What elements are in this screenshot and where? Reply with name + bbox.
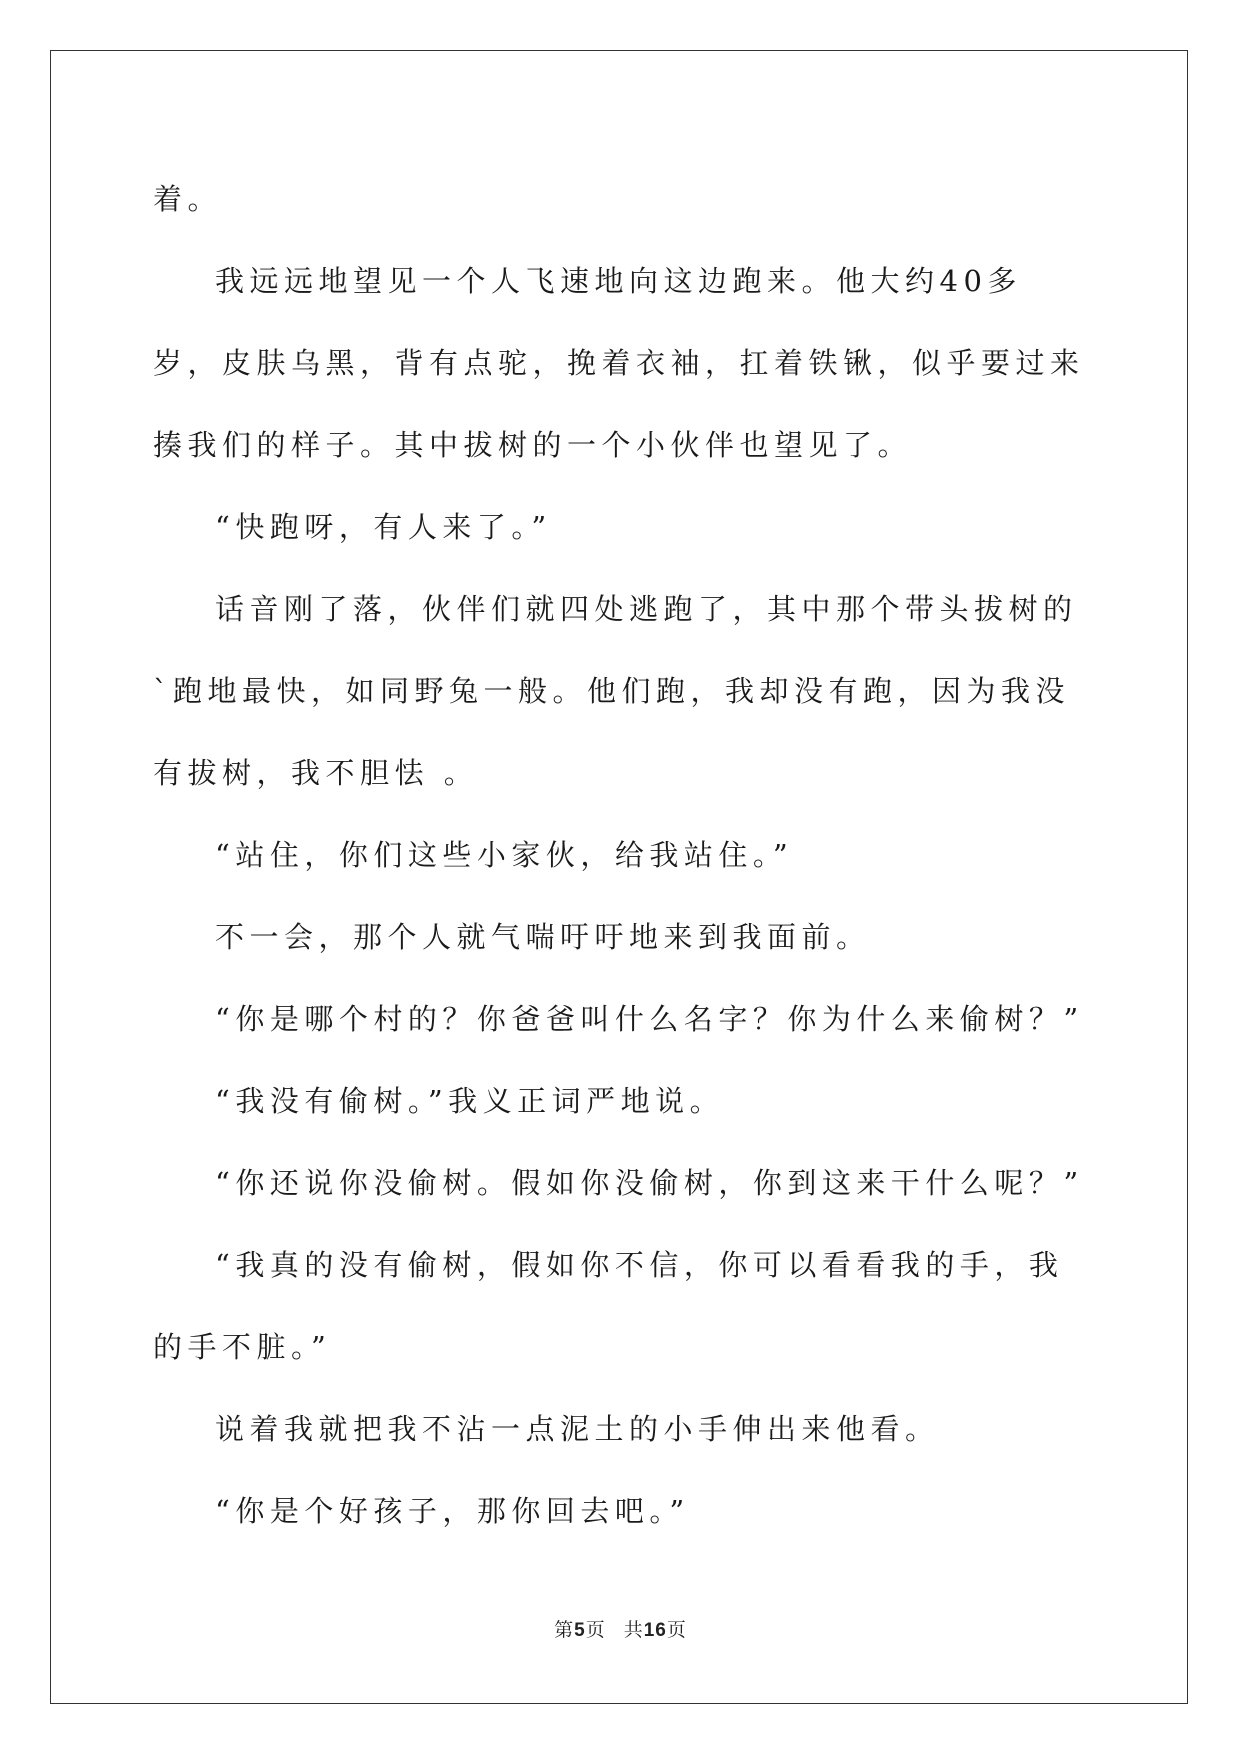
total-prefix: 共 bbox=[623, 1619, 644, 1641]
paragraph-10: “我真的没有偷树，假如你不信，你可以看看我的手，我的手不脏。” bbox=[153, 1248, 1064, 1364]
paragraph-4: 话音刚了落，伙伴们就四处逃跑了，其中那个带头拔树的`跑地最快，如同野兔一般。他们跑，我却没有跑，因为我没有拔树，我不胆怯 。 bbox=[153, 592, 1078, 790]
page-number: 5 bbox=[574, 1620, 586, 1641]
paragraph-8: “我没有偷树。”我义正词严地说。 bbox=[215, 1084, 725, 1118]
paragraph-3: “快跑呀，有人来了。” bbox=[215, 510, 552, 544]
paragraph-7: “你是哪个村的？你爸爸叫什么名字？你为什么来偷树？” bbox=[215, 1002, 1084, 1036]
page-prefix: 第 bbox=[554, 1619, 575, 1641]
paragraph-6: 不一会，那个人就气喘吁吁地来到我面前。 bbox=[215, 920, 871, 954]
page-suffix: 页 bbox=[585, 1619, 606, 1641]
total-pages: 16 bbox=[643, 1620, 667, 1641]
paragraph-9: “你还说你没偷树。假如你没偷树，你到这来干什么呢？” bbox=[215, 1166, 1084, 1200]
paragraph-11: 说着我就把我不沾一点泥土的小手伸出来他看。 bbox=[215, 1412, 940, 1446]
document-body bbox=[153, 158, 1088, 1552]
total-suffix: 页 bbox=[666, 1619, 687, 1641]
page-footer bbox=[0, 1615, 1241, 1642]
paragraph-5: “站住，你们这些小家伙，给我站住。” bbox=[215, 838, 794, 872]
paragraph-1: 着。 bbox=[153, 182, 223, 216]
paragraph-12: “你是个好孩子，那你回去吧。” bbox=[215, 1494, 690, 1528]
paragraph-2: 我远远地望见一个人飞速地向这边跑来。他大约40多岁，皮肤乌黑，背有点驼，挽着衣袖，扛着铁锹，似乎要过来揍我们的样子。其中拔树的一个小伙伴也望见了。 bbox=[153, 264, 1085, 462]
